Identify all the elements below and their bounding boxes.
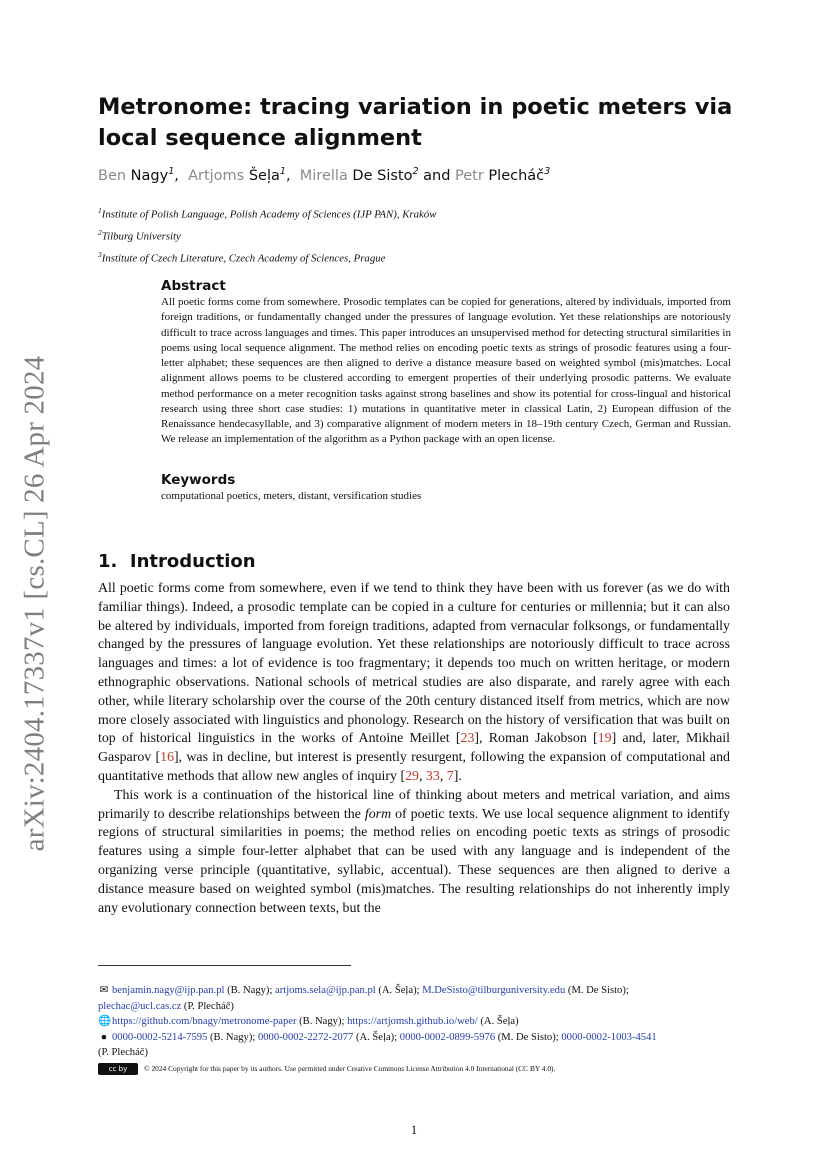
web-link[interactable]: https://github.com/bnagy/metronome-paper	[112, 1016, 297, 1028]
footnote-license	[98, 1061, 730, 1077]
footnote-websites: 🌐https://github.com/bnagy/metronome-paper (B. Nagy); https://artjomsh.github.io/web/ (A. Šeļa)	[98, 1014, 730, 1030]
keywords-block	[161, 472, 731, 504]
citation-link[interactable]: 7	[446, 768, 454, 784]
keywords-heading: Keywords	[161, 472, 236, 488]
author-conjunction: and	[423, 167, 451, 184]
body-text	[98, 580, 730, 918]
author-2: Artjoms Šeļa$^1$	[188, 166, 286, 184]
email-link[interactable]: artjoms.sela@ijp.pan.pl	[275, 985, 376, 996]
affiliation-1: $^1$Institute of Polish Language, Polish Academy of Sciences (IJP PAN), Kraków	[98, 206, 437, 221]
footnote-orcid: ● 0000-0002-5214-7595 (B. Nagy); 0000-0002-2272-2077 (A. Šeļa); 0000-0002-0899-5976 (M. De Sisto); 0000-0002-1003-4541 (P. Plecháč)	[98, 1031, 657, 1059]
license-text: © 2024 Copyright for this paper by its authors. Use permitted under Creative Commons License Attribution 4.0 International (CC BY 4.0).	[144, 1063, 556, 1073]
paragraph-1: All poetic forms come from somewhere, even if we tend to think they have been with us forever (as we do with familiar things). Indeed, a prosodic template can be copied in a culture for centuries or millennia; but it can also be altered by individuals, imported from foreign traditions, adapted from vernacular folksongs, or fundamentally changed by the pressures of language evolution. Yet these relationships are notoriously difficult to trace across languages and times: a lot of evidence is too fragmentary; it depends too much on written heritage, or modern ethnographic observations. National schools of metrical studies are also disparate, and rarely agree with each other, while literary scholarship over the course of the 20th century distanced itself from metrics, which are now more closely associated with linguistics and phonology. Research on the history of versification that was built on top of historical linguistics in the works of Antoine Meillet [23], Roman Jakobson [19] and, later, Mikhail Gasparov [16], was in decline, but interest is presently resurgent, following the expansion of computational and quantitative methods that allow new angles of inquiry [29, 33, 7].	[98, 581, 730, 784]
affiliation-3: $^3$Institute of Czech Literature, Czech Academy of Sciences, Prague	[98, 250, 386, 265]
citation-link[interactable]: 19	[597, 731, 612, 747]
footnotes	[98, 983, 730, 1077]
page-number: 1	[410, 1123, 418, 1137]
envelope-icon: ✉	[99, 985, 109, 996]
email-link[interactable]: M.DeSisto@tilburguniversity.edu	[422, 985, 566, 996]
abstract-block	[161, 278, 731, 448]
affiliation-2: $^2$Tilburg University	[98, 228, 181, 243]
citation-link[interactable]: 33	[425, 768, 440, 784]
globe-icon: 🌐	[98, 1016, 112, 1028]
abstract-text: All poetic forms come from somewhere. Prosodic templates can be copied for generations, altered by individuals, imported from foreign traditions, or fundamentally changed under the pressures of language evolution. Yet these relationships are notoriously difficult to trace across languages and times. This paper introduces an unsupervised method for detecting structural similarities in poems using local sequence alignment. The method relies on encoding poetic texts as strings of prosodic features using a four-letter alphabet; these sequences are then aligned to derive a distance measure based on weighted symbol (mis)matches. Local alignment allows poems to be clustered according to emergent properties of their underlying prosodic patterns. We evaluate method performance on a meter recognition tasks against strong baselines and show its potential for cross-lingual and historical research using three short case studies: 1) mutations in quantitative meter in classical Latin, 2) European diffusion of the Renaissance hendecasyllable, and 3) comparative alignment of modern meters in 18–19th century Czech, German and Russian. We release an implementation of the algorithm as a Python package with an open license.	[161, 296, 731, 446]
web-link[interactable]: https://artjomsh.github.io/web/	[347, 1016, 478, 1028]
author-3: Mirella De Sisto$^2$	[299, 166, 419, 184]
affiliations	[98, 202, 436, 269]
footnote-divider	[98, 965, 351, 966]
email-link[interactable]: plechac@ucl.cas.cz	[98, 1000, 182, 1012]
orcid-link[interactable]: 0000-0002-5214-7595	[112, 1031, 208, 1043]
author-4: Petr Plecháč$^3$	[455, 166, 551, 184]
abstract-heading: Abstract	[161, 278, 226, 294]
cc-by-license-badge: cc by	[98, 1063, 138, 1075]
section-heading-introduction: 1. Introduction	[98, 551, 256, 572]
arxiv-identifier: arXiv:2404.17337v1 [cs.CL] 26 Apr 2024	[18, 355, 51, 851]
author-list: Ben Nagy$^1$, Artjoms Šeļa$^1$, Mirella De Sisto$^2$ and Petr Plecháč$^3$	[98, 166, 551, 184]
citation-link[interactable]: 16	[160, 750, 175, 766]
author-1: Ben Nagy$^1$	[98, 166, 175, 184]
orcid-link[interactable]: 0000-0002-0899-5976	[399, 1031, 496, 1043]
orcid-link[interactable]: 0000-0002-1003-4541	[561, 1031, 657, 1043]
paper-title: Metronome: tracing variation in poetic meters via local sequence alignment	[98, 94, 733, 151]
orcid-link[interactable]: 0000-0002-2272-2077	[257, 1031, 354, 1043]
email-link[interactable]: benjamin.nagy@ijp.pan.pl	[112, 985, 225, 996]
citation-link[interactable]: 29	[405, 768, 419, 784]
footnote-emails: ✉ benjamin.nagy@ijp.pan.pl (B. Nagy); artjoms.sela@ijp.pan.pl (A. Šeļa); M.DeSisto@tilburguniversity.edu (M. De Sisto); plechac@ucl.cas.cz (P. Plecháč)	[98, 985, 629, 1012]
orcid-icon: ●	[100, 1031, 108, 1043]
paragraph-2: This work is a continuation of the historical line of thinking about meters and metrical variation, and aims primarily to describe relationships between the form of poetic texts. We use local sequence alignment to identify regions of structural similarities in poems; the method relies on encoding poetic texts as strings of prosodic features using a simple four-letter alphabet that can be used with any language and is independent of the organizing verse principle (quantitative, syllabic, accentual). These sequences are then aligned to derive a distance measure based on weighted symbol (mis)matches. The resulting relationships do not inherently imply any evolutionary connection between texts, but the	[98, 787, 730, 916]
citation-link[interactable]: 23	[460, 731, 475, 747]
keywords-text: computational poetics, meters, distant, versification studies	[161, 490, 422, 502]
arxiv-sidebar	[10, 355, 60, 851]
